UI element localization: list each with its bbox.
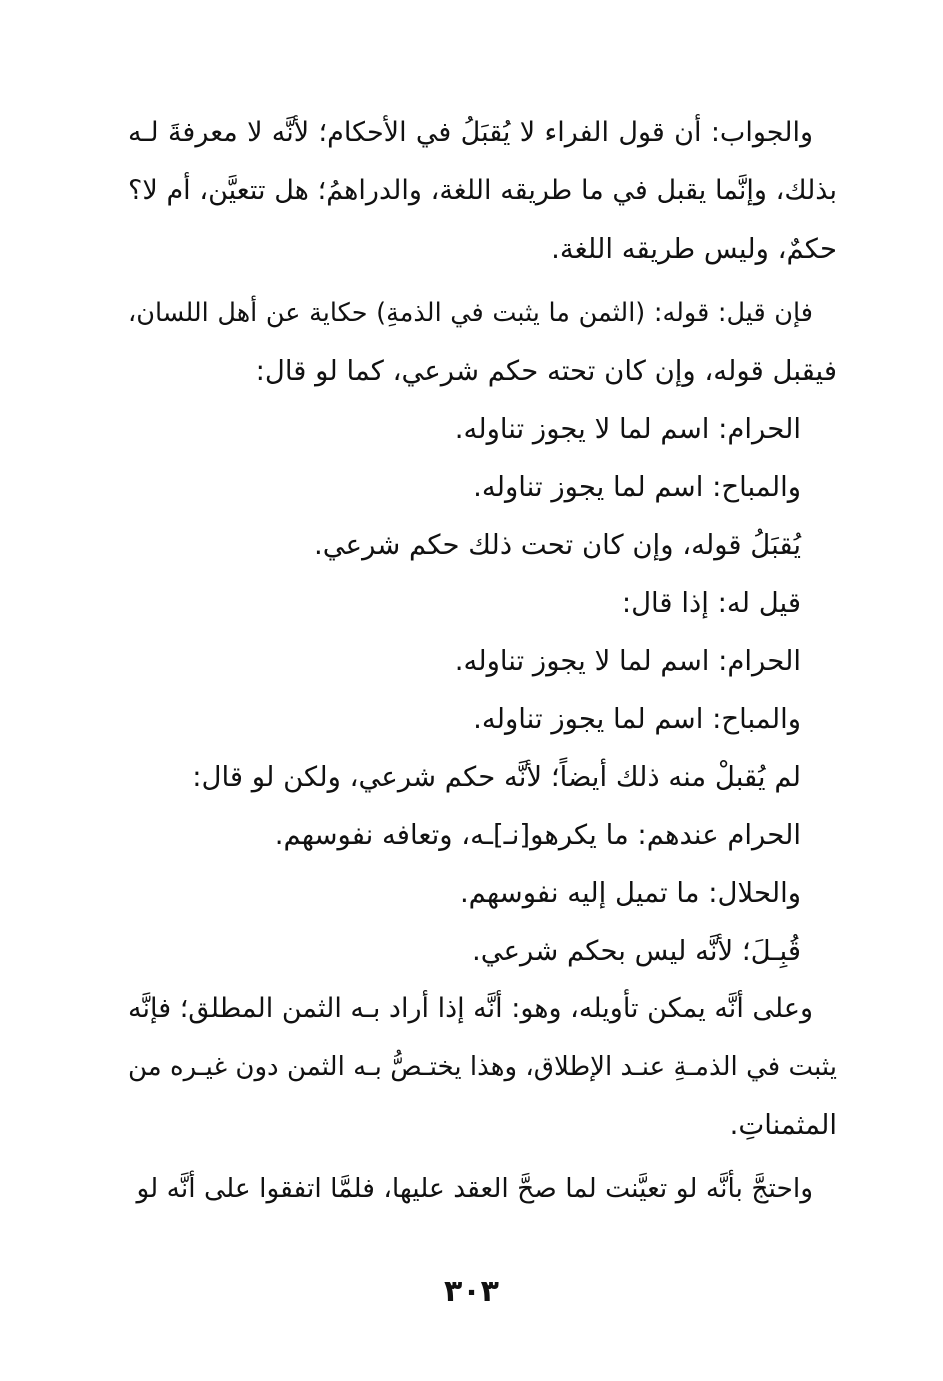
- text-line: بذلك، وإنَّما يقبل في ما طريقه اللغة، والدراهمُ؛ هل تتعيَّن، أم لا؟: [128, 175, 837, 206]
- text-line: فإن قيل: قوله: (الثمن ما يثبت في الذمةِ) حكاية عن أهل اللسان،: [128, 298, 813, 328]
- text-line: قيل له: إذا قال:: [621, 587, 801, 619]
- text-line: والجواب: أن قول الفراء لا يُقبَلُ في الأحكام؛ لأنَّه لا معرفةَ لـه: [128, 117, 813, 148]
- text-line: والمباح: اسم لما يجوز تناوله.: [473, 703, 801, 735]
- text-line: لم يُقبلْ منه ذلك أيضاً؛ لأنَّه حكم شرعي، ولكن لو قال:: [192, 761, 801, 793]
- text-line: وعلى أنَّه يمكن تأويله، وهو: أنَّه إذا أراد بـه الثمن المطلق؛ فإنَّه: [128, 993, 813, 1024]
- text-line: الحرام عندهم: ما يكرهو[نـ]ـه، وتعافه نفوسهم.: [274, 819, 801, 851]
- text-line: الحرام: اسم لما لا يجوز تناوله.: [454, 645, 801, 677]
- text-line: حكمٌ، وليس طريقه اللغة.: [551, 233, 837, 265]
- text-line: المثمناتِ.: [729, 1109, 837, 1141]
- text-line: يُقبَلُ قوله، وإن كان تحت ذلك حكم شرعي.: [314, 529, 801, 561]
- text-line: واحتجَّ بأنَّه لو تعيَّنت لما صحَّ العقد عليها، فلمَّا اتفقوا على أنَّه لو: [136, 1173, 813, 1204]
- text-line: يثبت في الذمـةِ عنـد الإطلاق، وهذا يختـصُّ بـه الثمن دون غيـره من: [128, 1052, 837, 1082]
- text-line: والمباح: اسم لما يجوز تناوله.: [473, 471, 801, 503]
- text-line: قُبِـلَ؛ لأنَّه ليس بحكم شرعي.: [471, 935, 801, 967]
- text-line: الحرام: اسم لما لا يجوز تناوله.: [454, 413, 801, 445]
- page-number: ٣٠٣: [444, 1274, 499, 1309]
- body-text: [128, 104, 837, 1218]
- text-line: فيقبل قوله، وإن كان تحته حكم شرعي، كما لو قال:: [255, 355, 837, 387]
- text-line: والحلال: ما تميل إليه نفوسهم.: [459, 877, 801, 909]
